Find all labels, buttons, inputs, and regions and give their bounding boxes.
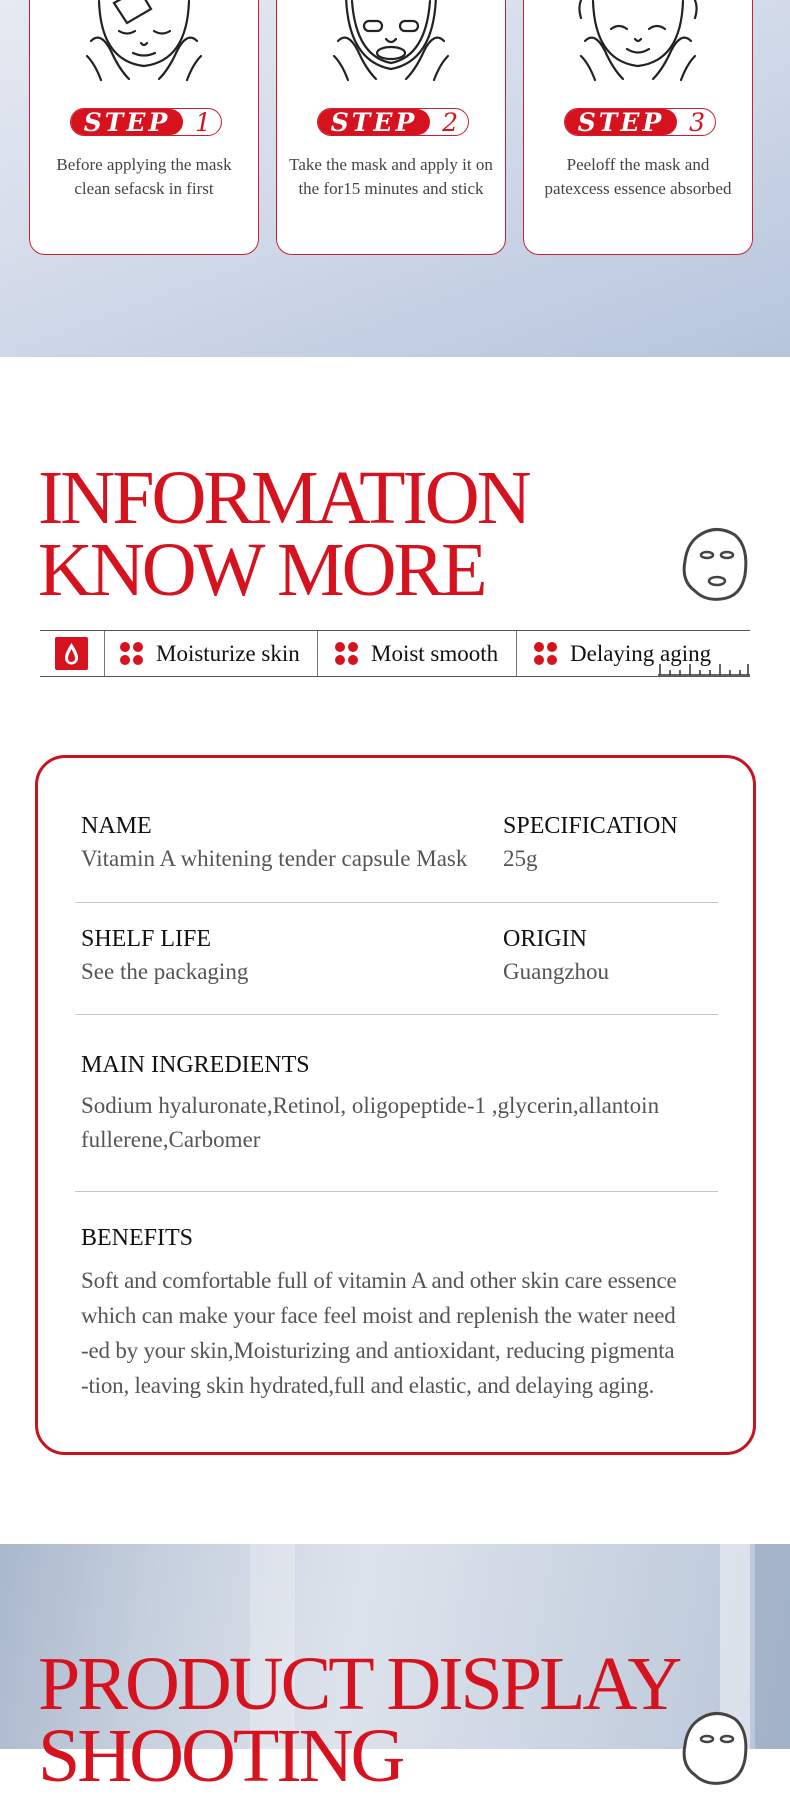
origin-label: ORIGIN	[503, 926, 587, 952]
feature-item-2	[335, 631, 498, 676]
product-display-heading-line1: PRODUCT DISPLAY	[38, 1642, 680, 1726]
steps-section	[0, 0, 790, 357]
ingredients-value-line2: fullerene,Carbomer	[81, 1127, 261, 1152]
name-value: Vitamin A whitening tender capsule Mask	[81, 846, 468, 871]
information-heading-line2: KNOW MORE	[38, 528, 485, 612]
step-badge-word: STEP	[565, 109, 677, 135]
benefits-value-line1: Soft and comfortable full of vitamin A and other skin care essence	[81, 1268, 677, 1293]
step-badge-1	[70, 108, 222, 136]
face-sheet-mask-icon	[316, 0, 466, 81]
step-badge-3	[564, 108, 716, 136]
shelf-life-value: See the packaging	[81, 959, 249, 984]
step-card-3	[523, 0, 753, 255]
step-instruction: Peeloff the mask and patexcess essence absorbed	[544, 155, 732, 198]
four-dots-icon	[120, 642, 144, 666]
benefits-value-line4: -tion, leaving skin hydrated,full and elastic, and delaying aging.	[81, 1373, 655, 1398]
four-dots-icon	[335, 642, 359, 666]
benefits-value-line2: which can make your face feel moist and replenish the water need	[81, 1303, 676, 1328]
face-cleansing-icon	[69, 0, 219, 81]
product-display-heading-line2: SHOOTING	[38, 1714, 403, 1798]
sheet-mask-icon	[675, 525, 755, 605]
step-badge-2	[317, 108, 469, 136]
specification-label: SPECIFICATION	[503, 813, 678, 839]
feature-label: Moist smooth	[371, 640, 499, 666]
step-badge-number: 1	[195, 108, 211, 137]
information-heading	[38, 456, 529, 612]
four-dots-icon	[534, 642, 558, 666]
step-badge-number: 2	[442, 108, 458, 137]
step-badge-number: 3	[689, 108, 705, 137]
step-card-1	[29, 0, 259, 255]
origin-value: Guangzhou	[503, 959, 610, 984]
product-display-section	[0, 1544, 790, 1798]
divider	[75, 1014, 718, 1015]
ingredients-value-line1: Sodium hyaluronate,Retinol, oligopeptide-1 ,glycerin,allantoin	[81, 1093, 660, 1118]
step-instruction: Before applying the mask clean sefacsk in first	[56, 155, 232, 198]
face-peel-icon	[563, 0, 713, 81]
shelf-life-label: SHELF LIFE	[81, 926, 212, 952]
product-display-heading	[38, 1642, 680, 1798]
divider	[75, 1191, 718, 1192]
ruler-icon	[658, 662, 750, 676]
benefits-value-line3: -ed by your skin,Moisturizing and antioxidant, reducing pigmenta	[81, 1338, 675, 1363]
feature-label: Delaying aging	[570, 640, 712, 666]
water-drop-icon	[55, 637, 88, 670]
name-label: NAME	[81, 813, 152, 839]
step-badge-word: STEP	[71, 109, 183, 135]
step-card-2	[276, 0, 506, 255]
feature-label: Moisturize skin	[156, 640, 300, 666]
divider	[75, 902, 718, 903]
feature-item-1	[120, 631, 300, 676]
step-badge-word: STEP	[318, 109, 430, 135]
information-heading-line1: INFORMATION	[38, 456, 529, 540]
step-instruction: Take the mask and apply it on the for15 minutes and stick	[289, 155, 493, 198]
ingredients-label: MAIN INGREDIENTS	[81, 1052, 310, 1078]
product-info-card	[35, 755, 756, 1455]
specification-value: 25g	[503, 846, 538, 871]
sheet-mask-icon	[675, 1709, 755, 1789]
feature-bar	[40, 630, 750, 677]
benefits-label: BENEFITS	[81, 1225, 194, 1251]
